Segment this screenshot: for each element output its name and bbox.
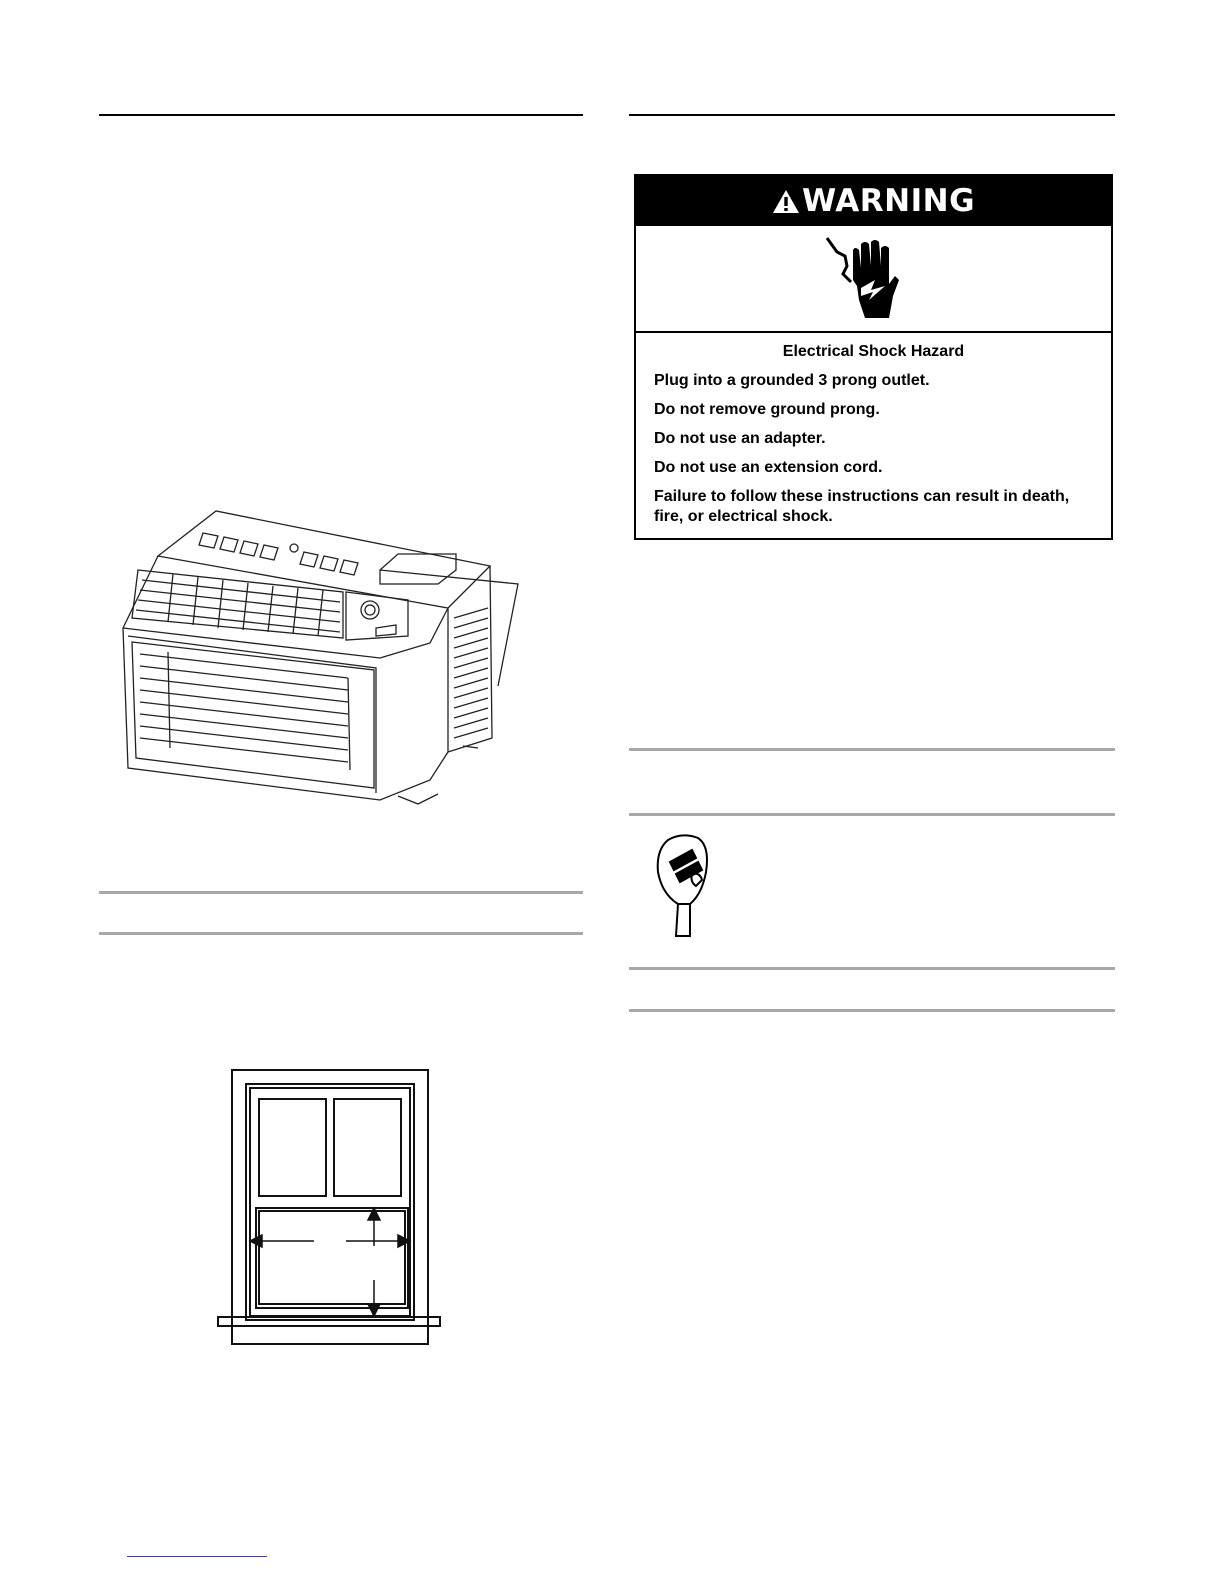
three-prong-plug-icon [652,832,716,940]
warning-line-4: Do not use an extension cord. [654,459,883,476]
warning-title: WARNING [801,183,976,219]
warning-icon-area [636,226,1111,333]
warning-triangle-icon [772,188,800,214]
warning-line-1: Plug into a grounded 3 prong outlet. [654,372,930,389]
right-gray-divider-3 [629,967,1115,970]
warning-text [636,333,1111,536]
left-section-divider [99,114,583,116]
right-section-divider [629,114,1115,116]
warning-line-3: Do not use an adapter. [654,430,826,447]
hazard-title: Electrical Shock Hazard [782,343,965,360]
warning-line-5: Failure to follow these instructions can result in death, fire, or electrical shock. [654,488,1070,525]
right-gray-divider-4 [629,1009,1115,1012]
warning-line-2: Do not remove ground prong. [654,401,880,418]
warning-header [636,176,1111,226]
warning-box [634,174,1113,540]
left-gray-divider-2 [99,932,583,935]
window-opening-diagram [216,1068,444,1346]
footer-link-underline[interactable] [127,1556,267,1557]
left-gray-divider-1 [99,891,583,894]
air-conditioner-illustration [118,508,538,808]
right-gray-divider-1 [629,748,1115,751]
right-gray-divider-2 [629,813,1115,816]
electric-shock-hand-icon [823,234,903,324]
